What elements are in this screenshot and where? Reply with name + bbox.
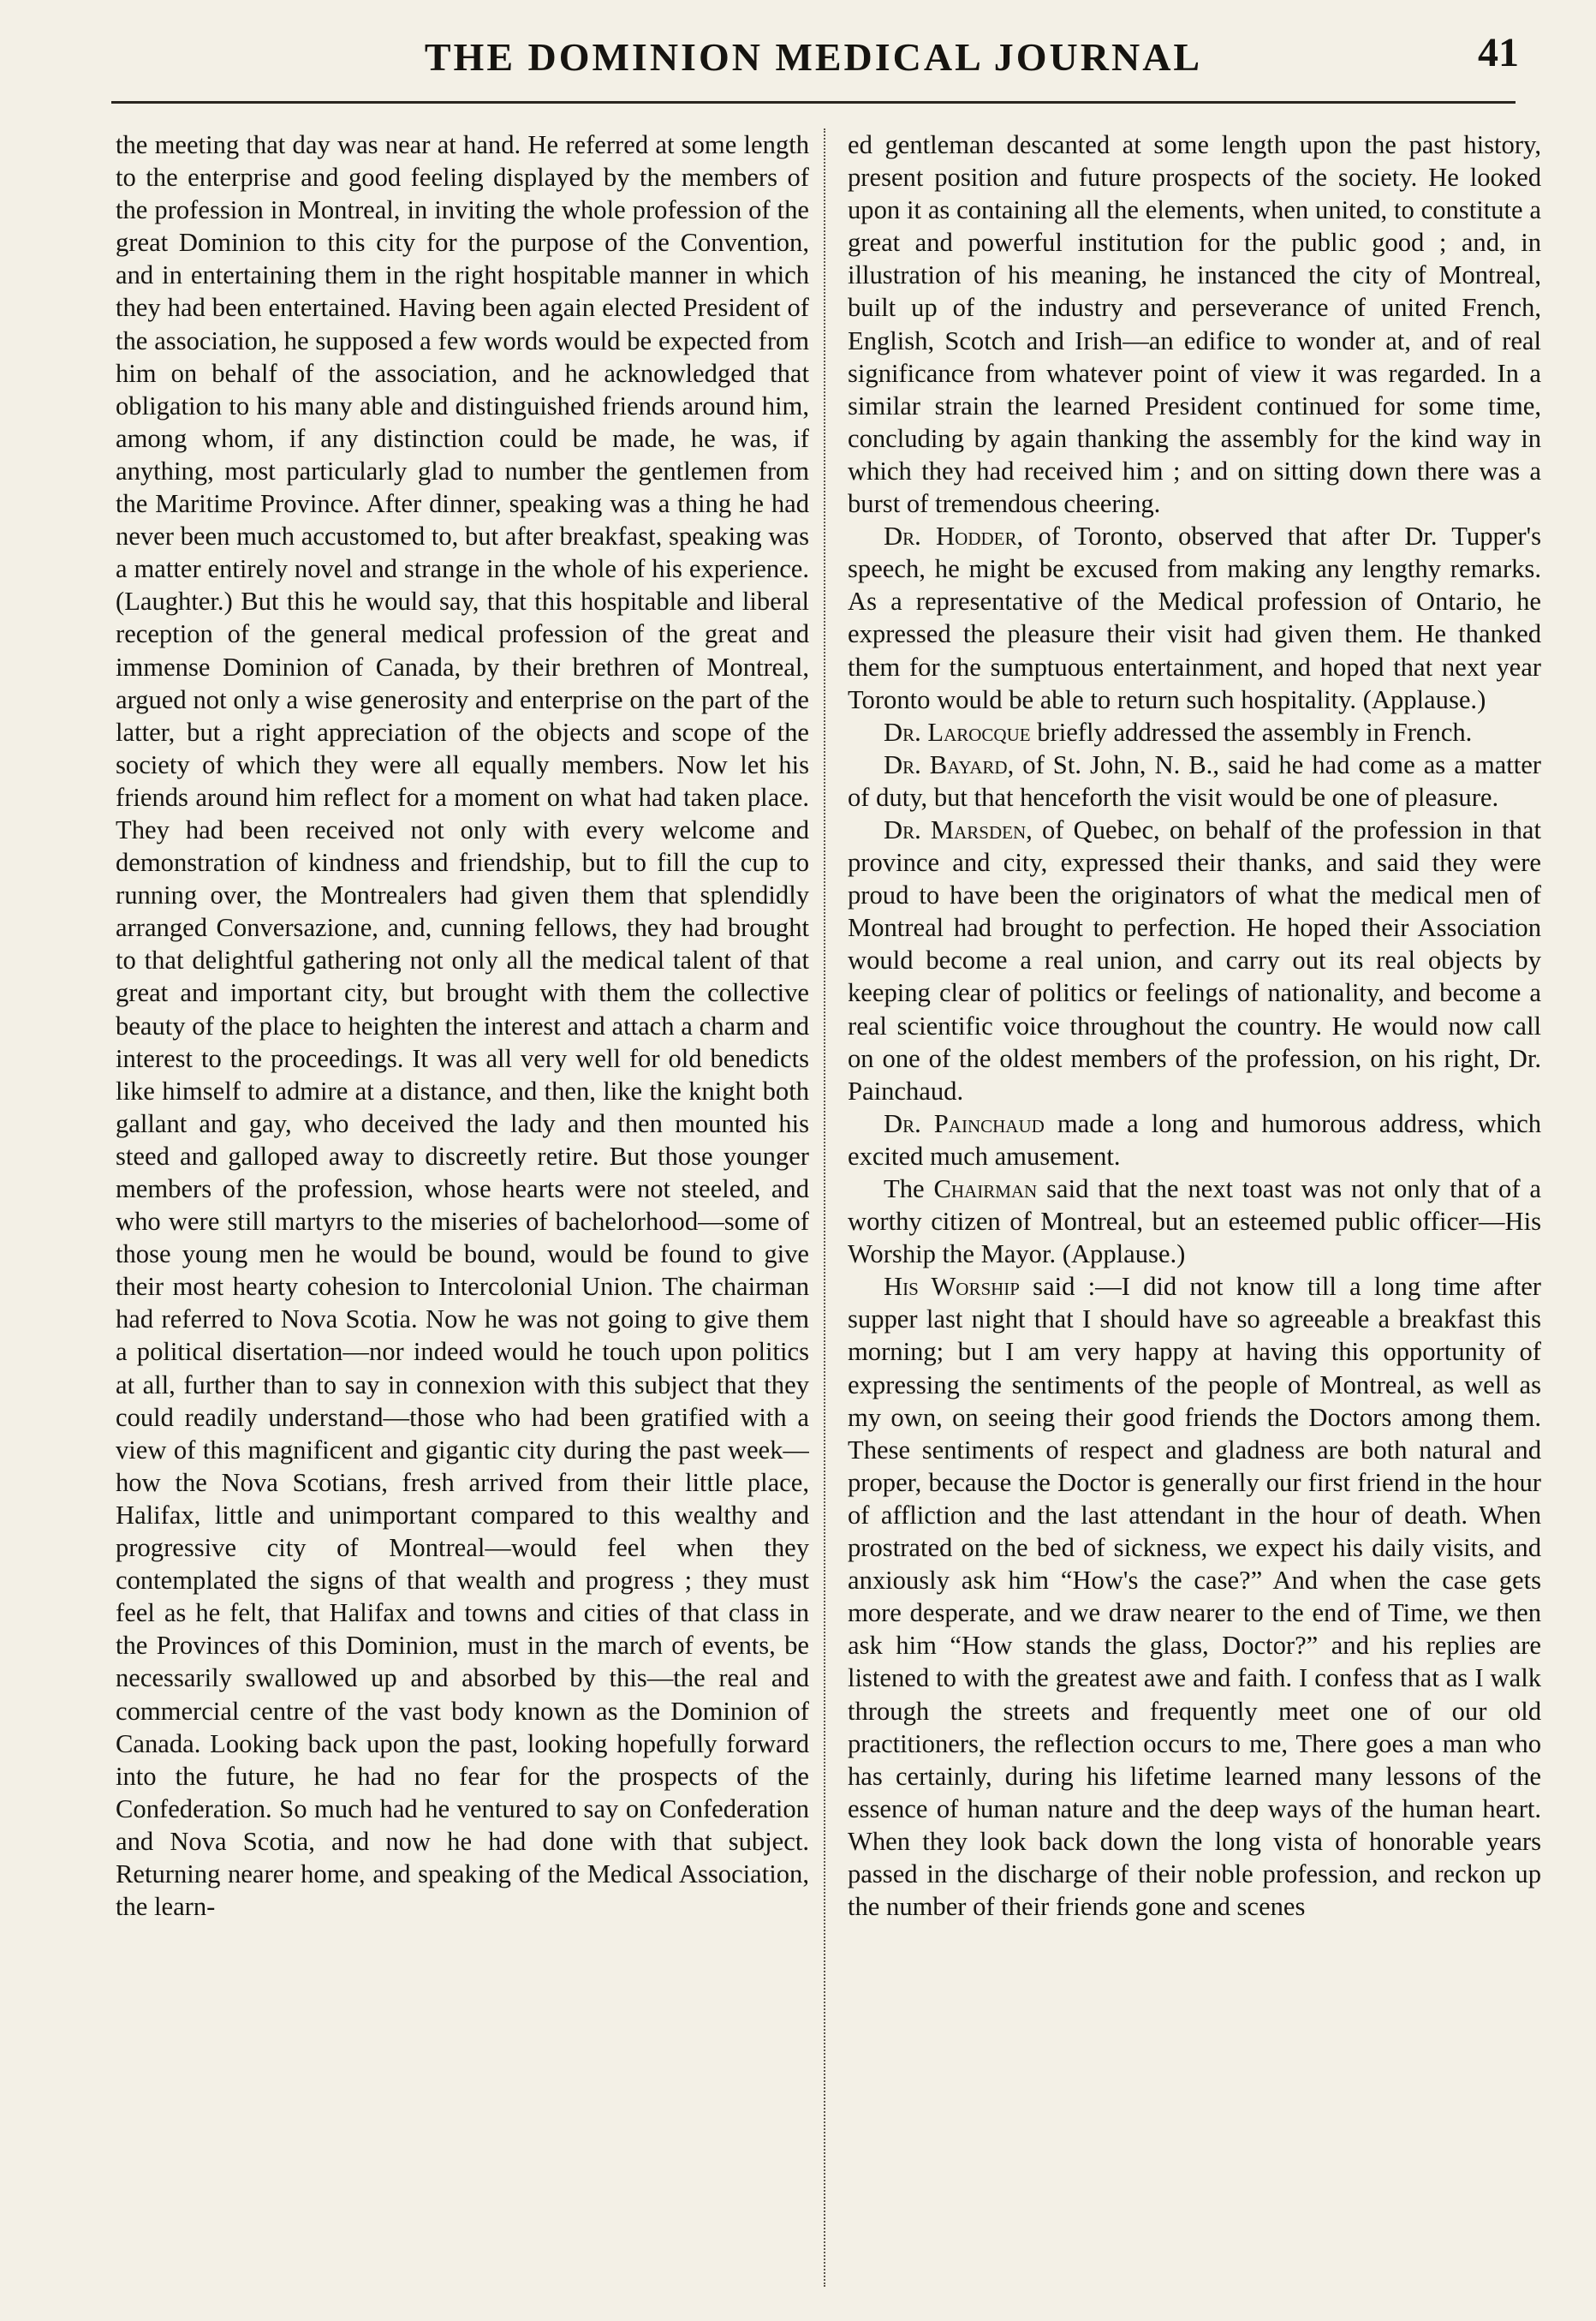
- page-number: 41: [1478, 30, 1519, 75]
- paragraph-chairman: [848, 1172, 1541, 1270]
- speaker-name: Dr. Larocque: [884, 717, 1031, 747]
- paragraph-painchaud: [848, 1107, 1541, 1172]
- paragraph-text: briefly addressed the assembly in French.: [1030, 717, 1473, 747]
- speaker-name: His Worship: [884, 1272, 1020, 1302]
- paragraph-text: said that the next toast was not only that of a worthy citizen of Montreal, but an esteemed public officer—His Worship the Mayor. (Applause.): [848, 1174, 1541, 1269]
- column-divider: [824, 128, 825, 2287]
- paragraph-text: said :—I did not know till a long time after supper last night that I should have so agreeable a breakfast this morning; but I am very happy at having this opportunity of expressing the sentiments of the people of Montreal, as well as my own, on seeing their good friends the Doctors among them. These sentiments of respect and gladness are both natural and proper, because the Doctor is generally our first friend in the hour of affliction and the last attendant in the hour of death. When prostrated on the bed of sickness, we expect his daily visits, and anxiously ask him “How's the case?” And when the case gets more desperate, and we draw nearer to the end of Time, we then ask him “How stands the glass, Doctor?” and his replies are listened to with the greatest awe and faith. I confess that as I walk through the streets and frequently meet one of our old practitioners, the reflection occurs to me, There goes a man who has certainly, during his lifetime learned many lessons of the essence of human nature and the deep ways of the human heart. When they look back down the long vista of honorable years passed in the discharge of their noble profession, and reckon up the number of their friends gone and scenes: [848, 1272, 1541, 1922]
- paragraph-bayard: [848, 749, 1541, 814]
- left-paragraph-1: the meeting that day was near at hand. He referred at some length to the enterprise and good feeling displayed by the members of the profession in Montreal, in inviting the whole profession of the great Dominion to this city for the purpose of the Convention, and in entertaining them in the right hospitable manner in which they had been entertained. Having been again elected President of the association, he supposed a few words would be expected from him on behalf of the association, and he acknowledged that obligation to his many able and distinguished friends around him, among whom, if any distinction could be made, he was, if anything, most particularly glad to number the gentlemen from the Maritime Province. After dinner, speaking was a thing he had never been much accustomed to, but after breakfast, speaking was a matter entirely novel and strange in the whole of his experience. (Laughter.) But this he would say, that this hospitable and liberal reception of the general medical profession of the great and immense Dominion of Canada, by their brethren of Montreal, argued not only a wise generosity and enterprise on the part of the latter, but a right appreciation of the objects and scope of the society of which they were all equally members. Now let his friends around him reflect for a moment on what had taken place. They had been received not only with every welcome and demonstration of kindness and friendship, but to fill the cup to running over, the Montrealers had given them that splendidly arranged Conversazione, and, cunning fellows, they had brought to that delightful gathering not only all the medical talent of that great and important city, but brought with them the collective beauty of the place to heighten the interest and attach a charm and interest to the proceedings. It was all very well for old benedicts like himself to admire at a distance, and then, like the knight both gallant and gay, who deceived the lady and then mounted his steed and galloped away to discreetly retire. But those younger members of the profession, whose hearts were not steeled, and who were still martyrs to the miseries of bachelorhood—some of those young men he would be bound, would be found to give their most hearty cohesion to Intercolonial Union. The chairman had referred to Nova Scotia. Now he was not going to give them a political disertation—nor indeed would he touch upon politics at all, further than to say in connexion with this subject that they could readily understand—those who had been gratified with a view of this magnificent and gigantic city during the past week—how the Nova Scotians, fresh arrived from their little place, Halifax, little and unimportant compared to this wealthy and progressive city of Montreal—would feel when they contemplated the signs of that wealth and progress ; they must feel as he felt, that Halifax and towns and cities of that class in the Provinces of this Dominion, must in the march of events, be necessarily swallowed up and absorbed by this—the real and commercial centre of the vast body known as the Dominion of Canada. Looking back upon the past, looking hopefully forward into the future, he had no fear for the prospects of the Confederation. So much had he ventured to say on Confederation and Nova Scotia, and now he had done with that subject. Returning nearer home, and speaking of the Medical Association, the learn-: [116, 130, 809, 1922]
- right-column: [848, 128, 1541, 2295]
- paragraph-text: , of Quebec, on behalf of the profession in that province and city, expressed their thanks, and said they were proud to have been the originators of what the medical men of Montreal had brought to perfection. He hoped their Association would become a real union, and carry out its real objects by keeping clear of politics or feelings of nationality, and become a real scientific voice throughout the country. He would now call on one of the oldest members of the profession, on his right, Dr. Painchaud.: [848, 814, 1541, 1106]
- header-rule: [111, 101, 1516, 104]
- speaker-name: Dr. Hodder: [884, 522, 1017, 552]
- speaker-name: Dr. Bayard: [884, 749, 1008, 779]
- paragraph-mayor: [848, 1270, 1541, 1923]
- paragraph-text: , of St. John, N. B., said he had come as a matter of duty, but that henceforth the visit would be one of pleasure.: [848, 749, 1541, 812]
- right-paragraph-1: ed gentleman descanted at some length upon the past history, present position and future prospects of the society. He looked upon it as containing all the elements, when united, to constitute a great and powerful institution for the public good ; and, in illustration of his meaning, he instanced the city of Montreal, built up of the industry and perseverance of united French, English, Scotch and Irish—an edifice to wonder at, and of real significance from whatever point of view it was regarded. In a similar strain the learned President continued for some time, concluding by again thanking the assembly for the kind way in which they had received him ; and on sitting down there was a burst of tremendous cheering.: [848, 130, 1541, 519]
- paragraph-text: , of Toronto, observed that after Dr. Tupper's speech, he might be excused from making any lengthy remarks. As a representative of the Medical profession of Ontario, he expressed the pleasure their visit had given them. He thanked them for the sumptuous entertainment, and hoped that next year Toronto would be able to return such hospitality. (Applause.): [848, 522, 1541, 714]
- speaker-name: Dr. Painchaud: [884, 1108, 1045, 1138]
- paragraph-marsden: [848, 814, 1541, 1107]
- page-header: [0, 0, 1596, 116]
- speaker-name: Dr. Marsden: [884, 814, 1027, 844]
- journal-title: THE DOMINION MEDICAL JOURNAL: [424, 35, 1203, 79]
- paragraph-hodder: [848, 520, 1541, 716]
- speaker-name: Chairman: [933, 1174, 1038, 1203]
- paragraph-larocque: [848, 716, 1541, 749]
- paragraph-text: made a long and humorous address, which excited much amusement.: [848, 1108, 1541, 1171]
- left-column: [116, 128, 809, 2295]
- paragraph-lead: The: [884, 1174, 934, 1203]
